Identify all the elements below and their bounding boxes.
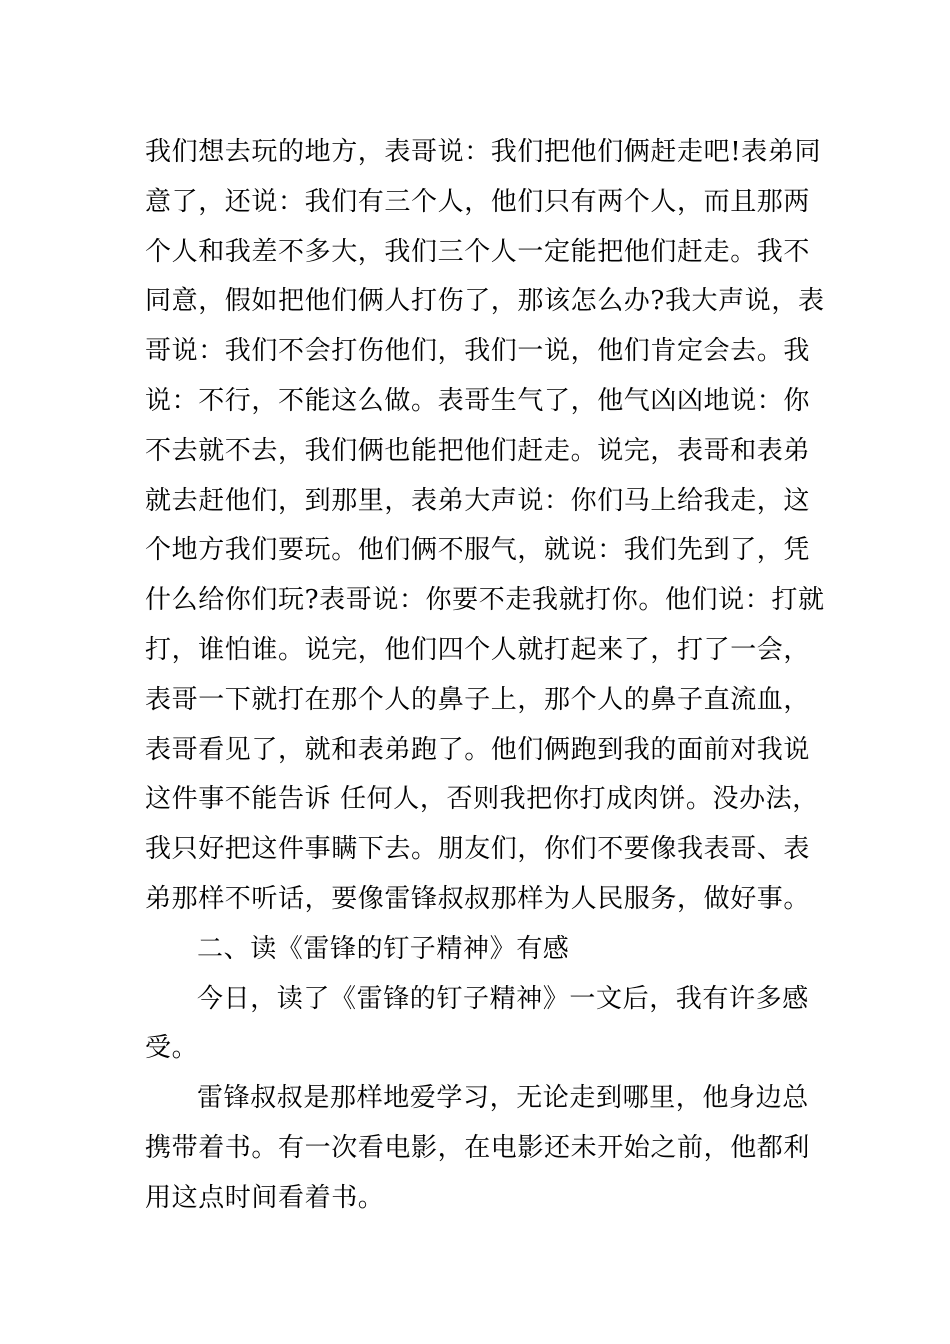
- text-line: 意了，还说：我们有三个人，他们只有两个人，而且那两: [145, 186, 811, 217]
- text-line: 弟那样不听话，要像雷锋叔叔那样为人民服务，做好事。: [145, 883, 811, 914]
- text-line: 哥说：我们不会打伤他们，我们一说，他们肯定会去。我: [145, 336, 811, 367]
- paragraph-3-line: 雷锋叔叔是那样地爱学习，无论走到哪里，他身边总: [197, 1083, 809, 1114]
- section-heading: 二、读《雷锋的钉子精神》有感: [197, 933, 570, 964]
- paragraph-3-line: 携带着书。有一次看电影，在电影还未开始之前，他都利: [145, 1132, 811, 1163]
- text-line: 我们想去玩的地方，表哥说：我们把他们俩赶走吧!表弟同: [145, 137, 822, 167]
- text-line: 说：不行，不能这么做。表哥生气了，他气凶凶地说：你: [145, 385, 811, 416]
- text-line: 表哥看见了，就和表弟跑了。他们俩跑到我的面前对我说: [145, 734, 811, 765]
- text-line: 我只好把这件事瞒下去。朋友们，你们不要像我表哥、表: [145, 834, 811, 865]
- body-text: [145, 128, 825, 1224]
- text-line: 表哥一下就打在那个人的鼻子上，那个人的鼻子直流血，: [145, 684, 811, 715]
- text-line: 这件事不能告诉 任何人，否则我把你打成肉饼。没办法，: [145, 784, 819, 815]
- text-line: 打，谁怕谁。说完，他们四个人就打起来了，打了一会，: [145, 634, 811, 665]
- text-line: 个人和我差不多大，我们三个人一定能把他们赶走。我不: [145, 236, 811, 267]
- paragraph-3-line: 用这点时间看着书。: [145, 1182, 385, 1213]
- text-line: 什么给你们玩?表哥说：你要不走我就打你。他们说：打就: [145, 585, 825, 616]
- text-line: 不去就不去，我们俩也能把他们赶走。说完，表哥和表弟: [145, 435, 811, 466]
- text-line: 同意，假如把他们俩人打伤了，那该怎么办?我大声说，表: [145, 286, 825, 317]
- paragraph-2-line: 受。: [145, 1033, 199, 1064]
- paragraph-2-line: 今日，读了《雷锋的钉子精神》一文后，我有许多感: [197, 983, 809, 1014]
- text-line: 就去赶他们，到那里，表弟大声说：你们马上给我走，这: [145, 485, 811, 516]
- text-line: 个地方我们要玩。他们俩不服气，就说：我们先到了，凭: [145, 535, 811, 566]
